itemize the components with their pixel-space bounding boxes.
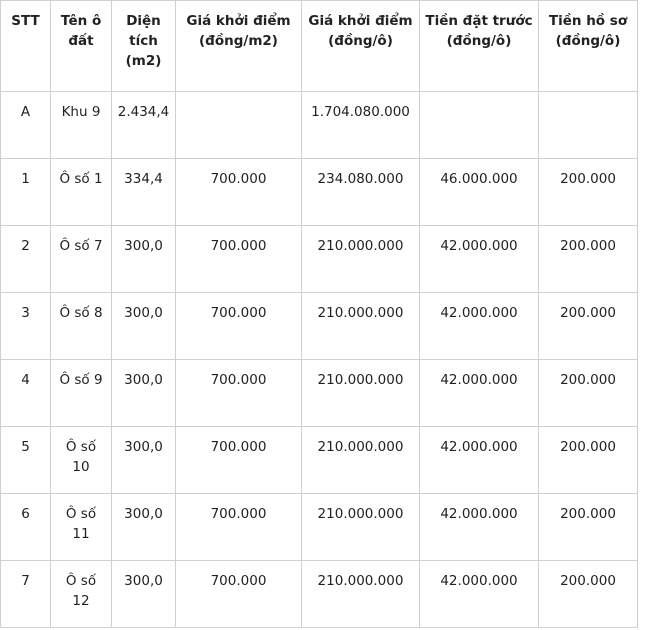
cell-dien-tich: 334,4 bbox=[112, 159, 176, 226]
cell-tien-ho-so: 200.000 bbox=[539, 494, 638, 561]
cell-ten-o-dat: Ô số 8 bbox=[51, 293, 112, 360]
cell-tien-dat-truoc bbox=[420, 92, 539, 159]
cell-ten-o-dat: Ô số 9 bbox=[51, 360, 112, 427]
cell-gia-m2: 700.000 bbox=[176, 360, 302, 427]
cell-stt: 2 bbox=[1, 226, 51, 293]
cell-dien-tich: 2.434,4 bbox=[112, 92, 176, 159]
header-tien-dat-truoc: Tiền đặt trước (đồng/ô) bbox=[420, 1, 539, 92]
cell-tien-dat-truoc: 42.000.000 bbox=[420, 226, 539, 293]
cell-gia-o: 210.000.000 bbox=[302, 293, 420, 360]
cell-dien-tich: 300,0 bbox=[112, 293, 176, 360]
cell-tien-ho-so: 200.000 bbox=[539, 427, 638, 494]
cell-gia-o: 210.000.000 bbox=[302, 427, 420, 494]
cell-dien-tich: 300,0 bbox=[112, 226, 176, 293]
cell-gia-o: 210.000.000 bbox=[302, 561, 420, 628]
header-row bbox=[1, 1, 638, 92]
cell-dien-tich: 300,0 bbox=[112, 360, 176, 427]
cell-stt: 1 bbox=[1, 159, 51, 226]
cell-stt: 5 bbox=[1, 427, 51, 494]
cell-tien-ho-so bbox=[539, 92, 638, 159]
cell-gia-m2: 700.000 bbox=[176, 494, 302, 561]
cell-tien-dat-truoc: 42.000.000 bbox=[420, 494, 539, 561]
table-row bbox=[1, 226, 638, 293]
cell-ten-o-dat: Khu 9 bbox=[51, 92, 112, 159]
header-gia-khoi-diem-o: Giá khởi điểm (đồng/ô) bbox=[302, 1, 420, 92]
cell-tien-dat-truoc: 42.000.000 bbox=[420, 561, 539, 628]
cell-ten-o-dat: Ô số 12 bbox=[51, 561, 112, 628]
cell-ten-o-dat: Ô số 1 bbox=[51, 159, 112, 226]
cell-gia-m2: 700.000 bbox=[176, 293, 302, 360]
cell-stt: 4 bbox=[1, 360, 51, 427]
table-row bbox=[1, 360, 638, 427]
cell-tien-dat-truoc: 46.000.000 bbox=[420, 159, 539, 226]
cell-stt: 3 bbox=[1, 293, 51, 360]
cell-gia-m2 bbox=[176, 92, 302, 159]
cell-tien-ho-so: 200.000 bbox=[539, 293, 638, 360]
cell-stt: 7 bbox=[1, 561, 51, 628]
header-ten-o-dat: Tên ô đất bbox=[51, 1, 112, 92]
cell-gia-m2: 700.000 bbox=[176, 427, 302, 494]
cell-ten-o-dat: Ô số 11 bbox=[51, 494, 112, 561]
cell-tien-ho-so: 200.000 bbox=[539, 159, 638, 226]
cell-dien-tich: 300,0 bbox=[112, 427, 176, 494]
cell-gia-o: 1.704.080.000 bbox=[302, 92, 420, 159]
table-row bbox=[1, 494, 638, 561]
table-row bbox=[1, 427, 638, 494]
cell-gia-o: 234.080.000 bbox=[302, 159, 420, 226]
header-stt: STT bbox=[1, 1, 51, 92]
header-dien-tich: Diện tích (m2) bbox=[112, 1, 176, 92]
cell-gia-o: 210.000.000 bbox=[302, 360, 420, 427]
cell-tien-ho-so: 200.000 bbox=[539, 360, 638, 427]
cell-gia-o: 210.000.000 bbox=[302, 226, 420, 293]
cell-dien-tich: 300,0 bbox=[112, 561, 176, 628]
cell-gia-m2: 700.000 bbox=[176, 159, 302, 226]
table-row bbox=[1, 561, 638, 628]
header-tien-ho-so: Tiền hồ sơ (đồng/ô) bbox=[539, 1, 638, 92]
cell-gia-m2: 700.000 bbox=[176, 561, 302, 628]
header-gia-khoi-diem-m2: Giá khởi điểm (đồng/m2) bbox=[176, 1, 302, 92]
cell-gia-m2: 700.000 bbox=[176, 226, 302, 293]
cell-dien-tich: 300,0 bbox=[112, 494, 176, 561]
cell-stt: A bbox=[1, 92, 51, 159]
cell-tien-ho-so: 200.000 bbox=[539, 226, 638, 293]
table-row bbox=[1, 293, 638, 360]
cell-ten-o-dat: Ô số 7 bbox=[51, 226, 112, 293]
cell-tien-dat-truoc: 42.000.000 bbox=[420, 427, 539, 494]
cell-ten-o-dat: Ô số 10 bbox=[51, 427, 112, 494]
cell-tien-dat-truoc: 42.000.000 bbox=[420, 293, 539, 360]
cell-gia-o: 210.000.000 bbox=[302, 494, 420, 561]
cell-stt: 6 bbox=[1, 494, 51, 561]
table-row bbox=[1, 159, 638, 226]
table-row bbox=[1, 92, 638, 159]
cell-tien-ho-so: 200.000 bbox=[539, 561, 638, 628]
cell-tien-dat-truoc: 42.000.000 bbox=[420, 360, 539, 427]
